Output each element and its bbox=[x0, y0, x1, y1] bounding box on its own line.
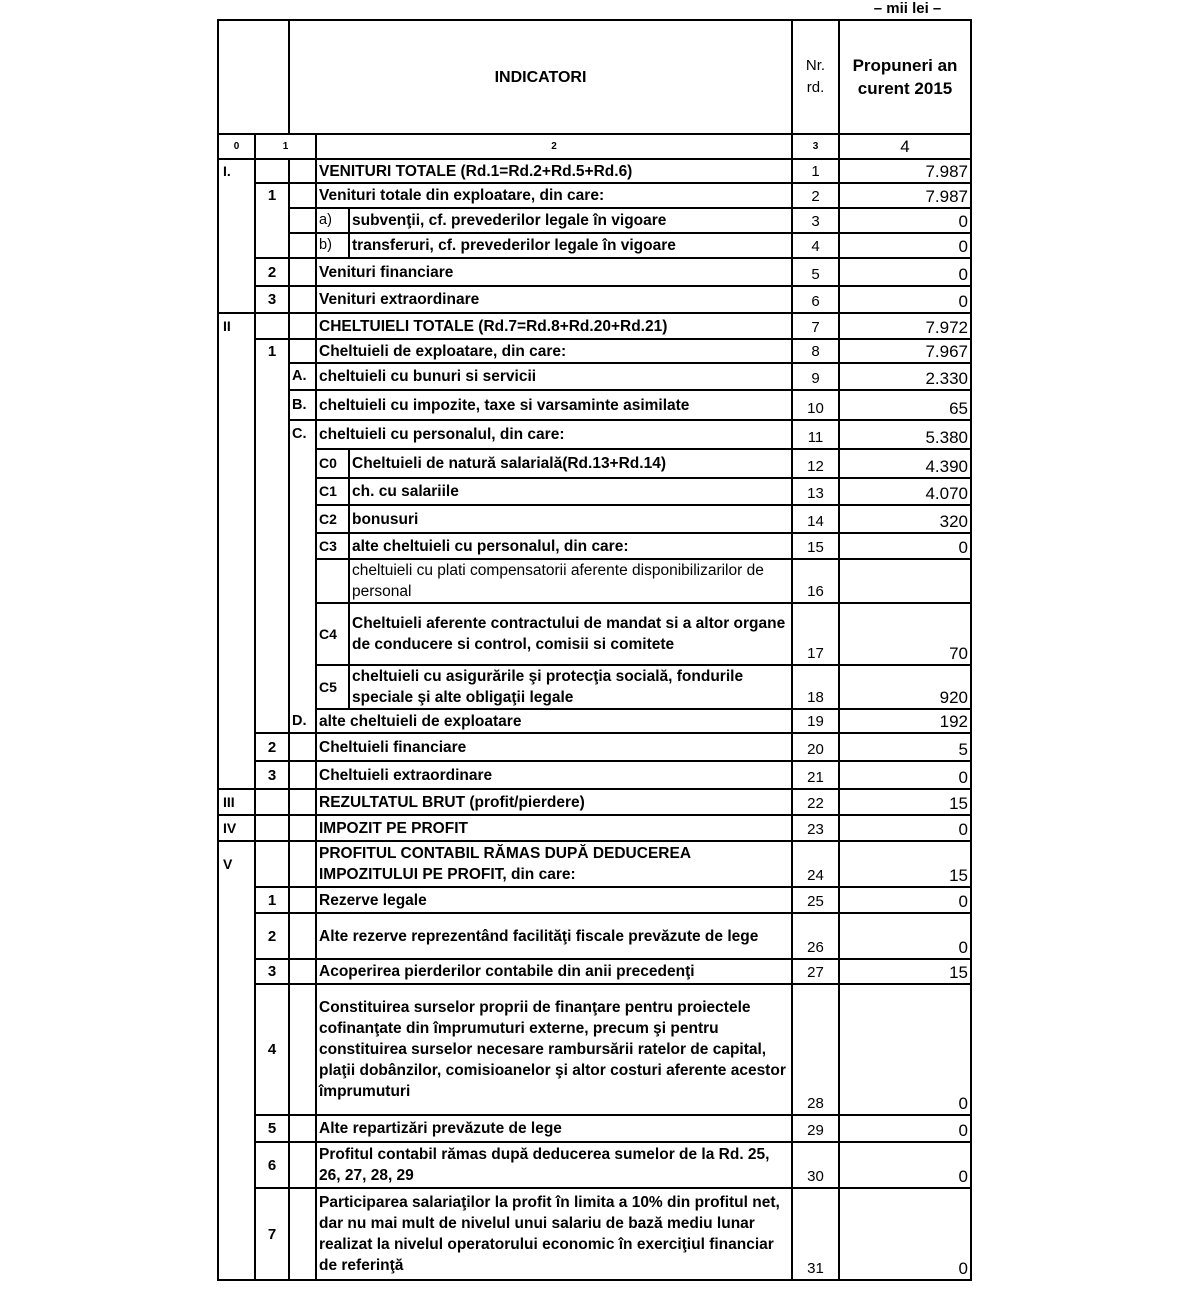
row-section-number bbox=[255, 420, 289, 449]
row-indicator-text: transferuri, cf. prevederilor legale în vigoare bbox=[349, 233, 792, 258]
row-number: 30 bbox=[792, 1142, 839, 1188]
table-row bbox=[218, 183, 971, 208]
row-letter: C. bbox=[289, 420, 316, 449]
row-value: 65 bbox=[839, 390, 971, 420]
row-section-number bbox=[255, 559, 289, 603]
row-section-number bbox=[255, 815, 289, 841]
row-section-number: 3 bbox=[255, 761, 289, 789]
row-letter: A. bbox=[289, 363, 316, 390]
row-blank-cell bbox=[289, 1188, 316, 1280]
table-row bbox=[218, 420, 971, 449]
row-roman-numeral bbox=[218, 665, 255, 709]
row-roman-numeral bbox=[218, 183, 255, 208]
row-indicator-text: cheltuieli cu personalul, din care: bbox=[316, 420, 792, 449]
row-value: 192 bbox=[839, 709, 971, 733]
row-roman-numeral: V bbox=[218, 841, 255, 887]
row-value: 0 bbox=[839, 1142, 971, 1188]
header-nr-line2: rd. bbox=[806, 79, 825, 96]
row-value: 0 bbox=[839, 815, 971, 841]
row-roman-numeral bbox=[218, 913, 255, 959]
row-number: 16 bbox=[792, 559, 839, 603]
row-indicator-text: Alte repartizări prevăzute de lege bbox=[316, 1115, 792, 1142]
row-value: 7.972 bbox=[839, 313, 971, 339]
row-value: 4.070 bbox=[839, 478, 971, 505]
table-row bbox=[218, 363, 971, 390]
row-roman-numeral: II bbox=[218, 313, 255, 339]
row-value: 920 bbox=[839, 665, 971, 709]
row-roman-numeral bbox=[218, 478, 255, 505]
header-blank-1 bbox=[255, 20, 289, 134]
row-indicator-text: alte cheltuieli cu personalul, din care: bbox=[349, 533, 792, 559]
row-indicator-text: alte cheltuieli de exploatare bbox=[316, 709, 792, 733]
table-row bbox=[218, 286, 971, 313]
row-number: 18 bbox=[792, 665, 839, 709]
row-number: 25 bbox=[792, 887, 839, 913]
row-indicator-text: Alte rezerve reprezentând facilităţi fiscale prevăzute de lege bbox=[316, 913, 792, 959]
row-indicator-text: cheltuieli cu plati compensatorii aferente disponibilizarilor de personal bbox=[349, 559, 792, 603]
row-section-number bbox=[255, 665, 289, 709]
row-blank-cell bbox=[289, 761, 316, 789]
row-roman-numeral bbox=[218, 887, 255, 913]
row-blank-cell bbox=[289, 159, 316, 183]
row-indicator-text: VENITURI TOTALE (Rd.1=Rd.2+Rd.5+Rd.6) bbox=[316, 159, 792, 183]
row-section-number bbox=[255, 603, 289, 665]
row-indicator-text: Cheltuieli de exploatare, din care: bbox=[316, 339, 792, 363]
row-roman-numeral bbox=[218, 533, 255, 559]
table-row bbox=[218, 313, 971, 339]
row-number: 24 bbox=[792, 841, 839, 887]
row-indicator-text: Cheltuieli aferente contractului de mandat si a altor organe de conducere si control, comisii si comitete bbox=[349, 603, 792, 665]
row-sub-code bbox=[316, 559, 349, 603]
row-indicator-text: Constituirea surselor proprii de finanţare pentru proiectele cofinanţate din împrumuturi externe, precum şi pentru constituirea surselor necesare rambursării ratelor de capital, plaţii dobânzilor, comisioanelor şi altor costuri aferente acestor împrumuturi bbox=[316, 984, 792, 1115]
row-section-number bbox=[255, 533, 289, 559]
row-number: 6 bbox=[792, 286, 839, 313]
row-roman-numeral bbox=[218, 559, 255, 603]
table-row bbox=[218, 959, 971, 984]
row-roman-numeral bbox=[218, 233, 255, 258]
row-section-number: 3 bbox=[255, 959, 289, 984]
row-section-number bbox=[255, 449, 289, 478]
row-value: 4.390 bbox=[839, 449, 971, 478]
row-letter: b) bbox=[316, 233, 349, 258]
table-row bbox=[218, 815, 971, 841]
row-blank-cell bbox=[289, 313, 316, 339]
row-roman-numeral bbox=[218, 603, 255, 665]
row-value: 15 bbox=[839, 789, 971, 815]
row-indicator-text: REZULTATUL BRUT (profit/pierdere) bbox=[316, 789, 792, 815]
row-number: 3 bbox=[792, 208, 839, 233]
row-blank-cell bbox=[289, 913, 316, 959]
row-section-number bbox=[255, 709, 289, 733]
row-section-number: 2 bbox=[255, 258, 289, 286]
table-row bbox=[218, 159, 971, 183]
row-number: 23 bbox=[792, 815, 839, 841]
row-indicator-text: subvenţii, cf. prevederilor legale în vigoare bbox=[349, 208, 792, 233]
row-roman-numeral bbox=[218, 984, 255, 1115]
row-number: 12 bbox=[792, 449, 839, 478]
row-roman-numeral bbox=[218, 286, 255, 313]
row-blank-cell bbox=[289, 233, 316, 258]
row-roman-numeral: I. bbox=[218, 159, 255, 183]
row-blank-cell bbox=[289, 887, 316, 913]
header-indicatori-label: INDICATORI bbox=[494, 68, 587, 86]
row-blank-cell bbox=[289, 789, 316, 815]
header-propuneri bbox=[839, 20, 971, 134]
table-row bbox=[218, 733, 971, 761]
row-roman-numeral bbox=[218, 709, 255, 733]
row-section-number: 1 bbox=[255, 887, 289, 913]
row-indicator-text: Cheltuieli financiare bbox=[316, 733, 792, 761]
row-value: 15 bbox=[839, 841, 971, 887]
row-indicator-text: Venituri extraordinare bbox=[316, 286, 792, 313]
row-section-number bbox=[255, 789, 289, 815]
row-indicator-text: Venituri financiare bbox=[316, 258, 792, 286]
header-indicatori bbox=[289, 20, 792, 134]
row-sub-code: C4 bbox=[316, 603, 349, 665]
row-value: 0 bbox=[839, 761, 971, 789]
row-section-number bbox=[255, 363, 289, 390]
row-section-number: 1 bbox=[255, 183, 289, 208]
row-roman-numeral bbox=[218, 505, 255, 533]
row-section-number bbox=[255, 478, 289, 505]
row-number: 4 bbox=[792, 233, 839, 258]
row-number: 22 bbox=[792, 789, 839, 815]
row-number: 5 bbox=[792, 258, 839, 286]
table-row bbox=[218, 478, 971, 505]
row-value: 0 bbox=[839, 887, 971, 913]
row-blank-cell bbox=[289, 183, 316, 208]
table-row bbox=[218, 559, 971, 603]
row-sub-code: C5 bbox=[316, 665, 349, 709]
row-value: 7.967 bbox=[839, 339, 971, 363]
header-prop-line2: curent 2015 bbox=[857, 79, 953, 98]
row-roman-numeral bbox=[218, 258, 255, 286]
row-indicator-text: bonusuri bbox=[349, 505, 792, 533]
row-roman-numeral bbox=[218, 339, 255, 363]
row-indicator-text: Rezerve legale bbox=[316, 887, 792, 913]
row-blank-cell bbox=[289, 258, 316, 286]
col-index-2: 2 bbox=[316, 134, 792, 159]
table-row bbox=[218, 1142, 971, 1188]
row-number: 27 bbox=[792, 959, 839, 984]
table-row bbox=[218, 449, 971, 478]
row-indicator-text: cheltuieli cu bunuri si servicii bbox=[316, 363, 792, 390]
row-value: 0 bbox=[839, 208, 971, 233]
row-letter bbox=[289, 533, 316, 559]
row-roman-numeral: IV bbox=[218, 815, 255, 841]
row-section-number bbox=[255, 390, 289, 420]
row-section-number bbox=[255, 841, 289, 887]
table-row bbox=[218, 505, 971, 533]
row-roman-numeral bbox=[218, 420, 255, 449]
row-blank-cell bbox=[289, 339, 316, 363]
row-indicator-text: Participarea salariaţilor la profit în limita a 10% din profitul net, dar nu mai mult de nivelul unui salariu de bază mediu lunar realizat la nivelul operatorului economic în exerciţiul financiar de referinţă bbox=[316, 1188, 792, 1280]
row-blank-cell bbox=[289, 815, 316, 841]
table-row bbox=[218, 258, 971, 286]
row-blank-cell bbox=[289, 1115, 316, 1142]
row-blank-cell bbox=[289, 1142, 316, 1188]
row-letter: a) bbox=[316, 208, 349, 233]
row-section-number: 7 bbox=[255, 1188, 289, 1280]
table-row bbox=[218, 533, 971, 559]
row-roman-numeral bbox=[218, 208, 255, 233]
row-value: 0 bbox=[839, 1115, 971, 1142]
table-row bbox=[218, 1188, 971, 1280]
row-number: 28 bbox=[792, 984, 839, 1115]
table-row bbox=[218, 789, 971, 815]
row-indicator-text: PROFITUL CONTABIL RĂMAS DUPĂ DEDUCEREA IMPOZITULUI PE PROFIT, din care: bbox=[316, 841, 792, 887]
row-indicator-text: cheltuieli cu impozite, taxe si varsaminte asimilate bbox=[316, 390, 792, 420]
row-number: 19 bbox=[792, 709, 839, 733]
row-number: 13 bbox=[792, 478, 839, 505]
row-sub-code: C3 bbox=[316, 533, 349, 559]
budget-table-wrapper bbox=[217, 19, 972, 1281]
table-row bbox=[218, 390, 971, 420]
row-section-number bbox=[255, 505, 289, 533]
row-number: 31 bbox=[792, 1188, 839, 1280]
row-blank-cell bbox=[289, 959, 316, 984]
row-number: 15 bbox=[792, 533, 839, 559]
table-row bbox=[218, 233, 971, 258]
row-value: 5 bbox=[839, 733, 971, 761]
header-blank-0 bbox=[218, 20, 255, 134]
row-blank-cell bbox=[289, 841, 316, 887]
row-value: 320 bbox=[839, 505, 971, 533]
row-indicator-text: Acoperirea pierderilor contabile din anii precedenţi bbox=[316, 959, 792, 984]
row-section-number: 2 bbox=[255, 733, 289, 761]
row-number: 20 bbox=[792, 733, 839, 761]
row-indicator-text: IMPOZIT PE PROFIT bbox=[316, 815, 792, 841]
row-roman-numeral bbox=[218, 363, 255, 390]
row-letter bbox=[289, 665, 316, 709]
row-value: 7.987 bbox=[839, 159, 971, 183]
table-row bbox=[218, 841, 971, 887]
column-index-row bbox=[218, 134, 971, 159]
budget-table bbox=[217, 19, 972, 1281]
row-letter: B. bbox=[289, 390, 316, 420]
row-value: 5.380 bbox=[839, 420, 971, 449]
row-sub-code: C1 bbox=[316, 478, 349, 505]
row-blank-cell bbox=[289, 733, 316, 761]
header-prop-line1: Propuneri an bbox=[852, 56, 958, 75]
table-row bbox=[218, 665, 971, 709]
row-indicator-text: cheltuieli cu asigurările şi protecţia socială, fondurile speciale şi alte obligaţii legale bbox=[349, 665, 792, 709]
header-nr-line1: Nr. bbox=[805, 57, 826, 74]
row-section-number bbox=[255, 313, 289, 339]
row-blank-cell bbox=[289, 286, 316, 313]
row-number: 1 bbox=[792, 159, 839, 183]
row-indicator-text: Venituri totale din exploatare, din care: bbox=[316, 183, 792, 208]
row-roman-numeral bbox=[218, 390, 255, 420]
col-index-3: 3 bbox=[792, 134, 839, 159]
row-roman-numeral bbox=[218, 1115, 255, 1142]
row-roman-numeral bbox=[218, 1188, 255, 1280]
row-value: 0 bbox=[839, 233, 971, 258]
row-section-number bbox=[255, 159, 289, 183]
table-row bbox=[218, 1115, 971, 1142]
row-section-number: 5 bbox=[255, 1115, 289, 1142]
row-number: 21 bbox=[792, 761, 839, 789]
row-number: 9 bbox=[792, 363, 839, 390]
header-nr-rd bbox=[792, 20, 839, 134]
row-value: 0 bbox=[839, 913, 971, 959]
row-number: 29 bbox=[792, 1115, 839, 1142]
row-value: 0 bbox=[839, 286, 971, 313]
col-index-4: 4 bbox=[839, 134, 971, 159]
row-roman-numeral bbox=[218, 761, 255, 789]
row-letter: D. bbox=[289, 709, 316, 733]
row-roman-numeral bbox=[218, 959, 255, 984]
row-value: 0 bbox=[839, 258, 971, 286]
row-roman-numeral bbox=[218, 1142, 255, 1188]
table-row bbox=[218, 339, 971, 363]
row-number: 2 bbox=[792, 183, 839, 208]
row-section-number: 3 bbox=[255, 286, 289, 313]
row-section-number bbox=[255, 208, 289, 233]
header-row bbox=[218, 20, 971, 134]
row-number: 11 bbox=[792, 420, 839, 449]
row-sub-code: C0 bbox=[316, 449, 349, 478]
row-number: 17 bbox=[792, 603, 839, 665]
row-indicator-text: Cheltuieli extraordinare bbox=[316, 761, 792, 789]
col-index-0: 0 bbox=[218, 134, 255, 159]
row-value bbox=[839, 559, 971, 603]
row-number: 8 bbox=[792, 339, 839, 363]
row-number: 14 bbox=[792, 505, 839, 533]
row-section-number: 1 bbox=[255, 339, 289, 363]
row-number: 26 bbox=[792, 913, 839, 959]
table-row bbox=[218, 709, 971, 733]
row-indicator-text: ch. cu salariile bbox=[349, 478, 792, 505]
col-index-1: 1 bbox=[255, 134, 316, 159]
row-section-number: 4 bbox=[255, 984, 289, 1115]
row-roman-numeral bbox=[218, 733, 255, 761]
row-indicator-text: Cheltuieli de natură salarială(Rd.13+Rd.14) bbox=[349, 449, 792, 478]
row-indicator-text: Profitul contabil rămas după deducerea sumelor de la Rd. 25, 26, 27, 28, 29 bbox=[316, 1142, 792, 1188]
table-row bbox=[218, 761, 971, 789]
row-section-number: 2 bbox=[255, 913, 289, 959]
row-letter bbox=[289, 505, 316, 533]
table-row bbox=[218, 984, 971, 1115]
row-indicator-text: CHELTUIELI TOTALE (Rd.7=Rd.8+Rd.20+Rd.21) bbox=[316, 313, 792, 339]
row-number: 10 bbox=[792, 390, 839, 420]
row-value: 0 bbox=[839, 984, 971, 1115]
row-value: 2.330 bbox=[839, 363, 971, 390]
row-blank-cell bbox=[289, 208, 316, 233]
row-number: 7 bbox=[792, 313, 839, 339]
row-letter bbox=[289, 449, 316, 478]
row-value: 0 bbox=[839, 1188, 971, 1280]
row-section-number: 6 bbox=[255, 1142, 289, 1188]
row-letter bbox=[289, 478, 316, 505]
table-row bbox=[218, 887, 971, 913]
row-value: 70 bbox=[839, 603, 971, 665]
row-roman-numeral: III bbox=[218, 789, 255, 815]
table-row bbox=[218, 913, 971, 959]
row-value: 7.987 bbox=[839, 183, 971, 208]
row-blank-cell bbox=[289, 984, 316, 1115]
table-row bbox=[218, 603, 971, 665]
unit-label: – mii lei – bbox=[873, 0, 942, 17]
row-letter bbox=[289, 603, 316, 665]
row-roman-numeral bbox=[218, 449, 255, 478]
row-sub-code: C2 bbox=[316, 505, 349, 533]
table-row bbox=[218, 208, 971, 233]
row-value: 0 bbox=[839, 533, 971, 559]
row-letter bbox=[289, 559, 316, 603]
row-value: 15 bbox=[839, 959, 971, 984]
row-section-number bbox=[255, 233, 289, 258]
